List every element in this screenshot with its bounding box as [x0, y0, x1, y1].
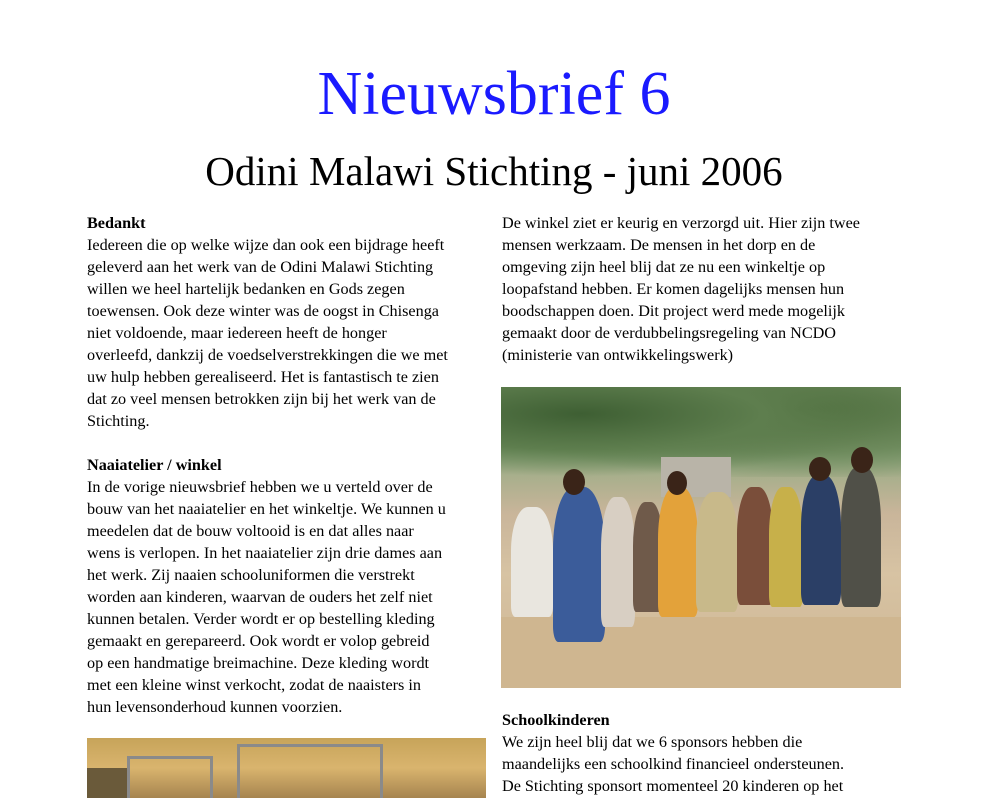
section-heading-bedankt: Bedankt: [87, 214, 146, 232]
person: [658, 487, 698, 617]
text-line: De winkel ziet er keurig en verzorgd uit. Hier zijn twee: [502, 214, 860, 232]
text-line: (ministerie van ontwikkelingswerk): [502, 346, 734, 364]
text-line: In de vorige nieuwsbrief hebben we u verteld over de: [87, 478, 433, 496]
person: [801, 475, 841, 605]
workshop-photo: [87, 738, 486, 798]
face: [809, 457, 831, 481]
text-line: met een kleine winst verkocht, zodat de naaisters in: [87, 676, 421, 694]
clothing-rack: [237, 744, 383, 798]
text-line: wens is verlopen. In het naaiatelier zijn drie dames aan: [87, 544, 443, 562]
section-body-naaiatelier: [87, 476, 489, 718]
person: [601, 497, 635, 627]
text-line: uw hulp hebben gerealiseerd. Het is fantastisch te zien: [87, 368, 439, 386]
text-line: We zijn heel blij dat we 6 sponsors hebben die: [502, 733, 803, 751]
section-body-winkel: [502, 212, 902, 366]
person: [553, 487, 605, 642]
newsletter-title: Nieuwsbrief 6: [317, 60, 671, 128]
face: [667, 471, 687, 495]
text-line: bouw van het naaiatelier en het winkeltje. We kunnen u: [87, 500, 446, 518]
text-line: overleefd, dankzij de voedselverstrekkingen die we met: [87, 346, 448, 364]
text-line: boodschappen doen. Dit project werd mede mogelijk: [502, 302, 845, 320]
furniture: [87, 768, 127, 798]
text-line: meedelen dat de bouw voltooid is en dat alles naar: [87, 522, 414, 540]
text-line: loopafstand hebben. Er komen dagelijks mensen hun: [502, 280, 845, 298]
section-body-bedankt: [87, 234, 489, 432]
person: [769, 487, 803, 607]
text-line: hun levensonderhoud kunnen voorzien.: [87, 698, 343, 716]
text-line: kunnen betalen. Verder wordt er op bestelling kleding: [87, 610, 435, 628]
text-line: dat zo veel mensen betrokken zijn bij het werk van de: [87, 390, 436, 408]
person: [511, 507, 553, 617]
text-line: De Stichting sponsort momenteel 20 kinderen op het: [502, 777, 844, 795]
text-line: niet voldoende, maar iedereen heeft de honger: [87, 324, 387, 342]
text-line: worden aan kinderen, waarvan de ouders het zelf niet: [87, 588, 433, 606]
group-photo: [501, 387, 901, 688]
text-line: willen we heel hartelijk bedanken en Gods zegen: [87, 280, 405, 298]
person: [841, 467, 881, 607]
text-line: omgeving zijn heel blij dat ze nu een winkeltje op: [502, 258, 826, 276]
person: [737, 487, 773, 605]
right-column: [502, 212, 902, 366]
text-line: maandelijks een schoolkind financieel ondersteunen.: [502, 755, 845, 773]
section-heading-schoolkinderen: Schoolkinderen: [502, 711, 610, 729]
text-line: gemaakt en gerepareerd. Ook wordt er volop gebreid: [87, 632, 430, 650]
text-line: gemaakt door de verdubbelingsregeling van NCDO: [502, 324, 837, 342]
text-line: toewensen. Ook deze winter was de oogst in Chisenga: [87, 302, 439, 320]
clothing-rack: [127, 756, 213, 798]
face: [563, 469, 585, 495]
text-line: op een handmatige breimachine. Deze kleding wordt: [87, 654, 430, 672]
text-line: mensen werkzaam. De mensen in het dorp en de: [502, 236, 816, 254]
schoolkinderen-section: [502, 709, 902, 797]
face: [851, 447, 873, 473]
text-line: Stichting.: [87, 412, 150, 430]
newsletter-subtitle: Odini Malawi Stichting - juni 2006: [205, 148, 783, 194]
paragraph-gap: [87, 432, 489, 454]
text-line: Iedereen die op welke wijze dan ook een bijdrage heeft: [87, 236, 445, 254]
text-line: geleverd aan het werk van de Odini Malawi Stichting: [87, 258, 434, 276]
text-line: het werk. Zij naaien schooluniformen die verstrekt: [87, 566, 415, 584]
left-column: [87, 212, 489, 718]
section-heading-naaiatelier: Naaiatelier / winkel: [87, 456, 222, 474]
person: [696, 492, 738, 612]
